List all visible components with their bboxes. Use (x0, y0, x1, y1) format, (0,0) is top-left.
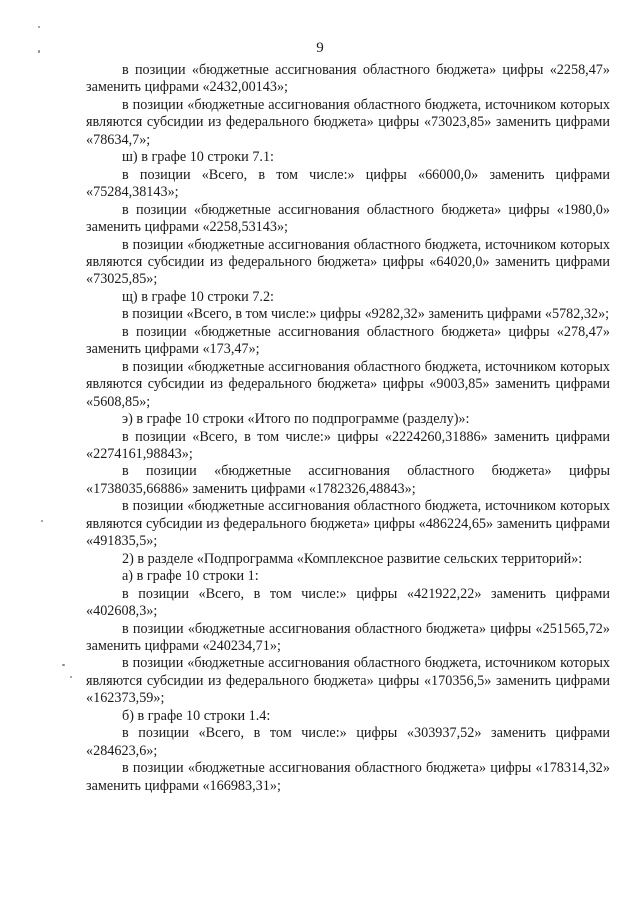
paragraph: в позиции «бюджетные ассигнования областного бюджета» цифры «251565,72» заменить цифрами «240234,71»; (86, 620, 610, 654)
paragraph: в позиции «бюджетные ассигнования областного бюджета» цифры «1980,0» заменить цифрами «2258,53143»; (86, 201, 610, 236)
paragraph: 2) в разделе «Подпрограмма «Комплексное развитие сельских территорий»: (122, 550, 583, 567)
paragraph: в позиции «Всего, в том числе:» цифры «2224260,31886» заменить цифрами «2274161,98843»; (86, 428, 610, 462)
document-body (86, 62, 610, 795)
paragraph: в позиции «бюджетные ассигнования областного бюджета, источником которых являются субсидии из федерального бюджета» цифры «486224,65» заменить цифрами «491835,5»; (86, 498, 610, 550)
paragraph: в позиции «бюджетные ассигнования областного бюджета» цифры «2258,47» заменить цифрами «2432,00143»; (86, 62, 610, 96)
paragraph: в позиции «Всего, в том числе:» цифры «66000,0» заменить цифрами «75284,38143»; (86, 166, 610, 201)
paragraph: щ) в графе 10 строки 7.2: (122, 288, 274, 305)
paragraph: в позиции «бюджетные ассигнования областного бюджета» цифры «278,47» заменить цифрами «173,47»; (86, 323, 610, 358)
paragraph: б) в графе 10 строки 1.4: (122, 707, 271, 724)
scan-artifact (62, 664, 65, 666)
paragraph: в позиции «бюджетные ассигнования областного бюджета, источником которых являются субсидии из федерального бюджета» цифры «170356,5» заменить цифрами «162373,59»; (86, 655, 610, 707)
paragraph: в позиции «бюджетные ассигнования областного бюджета» цифры «178314,32» заменить цифрами «166983,31»; (86, 760, 610, 794)
page-number: 9 (316, 40, 324, 56)
paragraph: ш) в графе 10 строки 7.1: (122, 149, 274, 166)
paragraph: в позиции «Всего, в том числе:» цифры «421922,22» заменить цифрами «402608,3»; (86, 585, 610, 620)
paragraph: в позиции «Всего, в том числе:» цифры «9282,32» заменить цифрами «5782,32»; (122, 306, 610, 323)
paragraph: в позиции «бюджетные ассигнования областного бюджета» цифры «1738035,66886» заменить цифрами «1782326,48843»; (86, 463, 610, 497)
paragraph: э) в графе 10 строки «Итого по подпрограмме (разделу)»: (122, 411, 470, 428)
paragraph: в позиции «бюджетные ассигнования областного бюджета, источником которых являются субсидии из федерального бюджета» цифры «73023,85» заменить цифрами «78634,7»; (86, 96, 610, 148)
paragraph: в позиции «бюджетные ассигнования областного бюджета, источником которых являются субсидии из федерального бюджета» цифры «9003,85» заменить цифрами «5608,85»; (86, 358, 610, 410)
paragraph: а) в графе 10 строки 1: (122, 568, 259, 585)
scan-artifact (41, 520, 43, 522)
scan-artifact (38, 26, 40, 28)
paragraph: в позиции «Всего, в том числе:» цифры «303937,52» заменить цифрами «284623,6»; (86, 725, 610, 759)
scan-artifact (70, 676, 72, 678)
paragraph: в позиции «бюджетные ассигнования областного бюджета, источником которых являются субсидии из федерального бюджета» цифры «64020,0» заменить цифрами «73025,85»; (86, 236, 610, 288)
